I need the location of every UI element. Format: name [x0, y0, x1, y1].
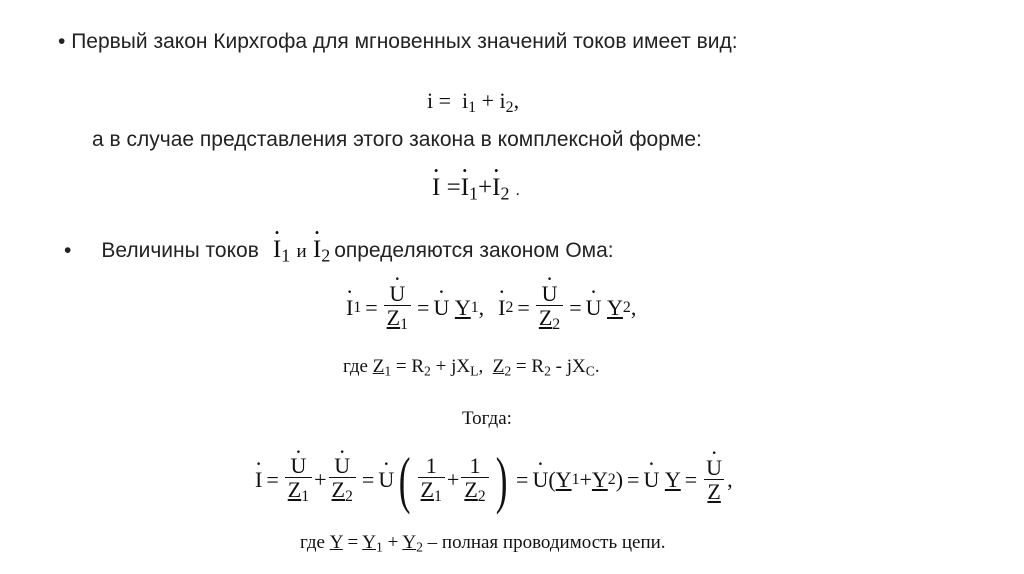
symbol-I2-complex: · I: [492, 174, 500, 202]
equals-sign: =: [516, 467, 529, 492]
bullet-2-text-before: Величины токов: [101, 239, 259, 263]
symbol-Z: Z: [464, 477, 478, 503]
punctuation: .: [594, 356, 600, 377]
equals-sign: =: [569, 294, 582, 320]
subscript: 2: [345, 488, 353, 506]
symbol-Y: Y: [607, 294, 623, 320]
symbol-Y: Y: [454, 294, 471, 320]
equals-sign: =: [627, 467, 640, 492]
formula-ohm: [346, 282, 636, 333]
symbol-U-complex: · U: [334, 454, 350, 477]
subscript: L: [470, 363, 479, 379]
symbol-Y2: Y: [402, 532, 417, 553]
symbol-U-complex: · U: [586, 295, 602, 321]
symbol-Z: Z: [420, 477, 434, 503]
conjunction: и: [296, 241, 307, 262]
subscript: 2: [544, 363, 551, 379]
plus-sign: +: [478, 174, 493, 201]
subscript: 1: [353, 298, 362, 316]
punctuation: .: [515, 182, 520, 199]
subscript: 2: [424, 363, 431, 379]
subscript: 2: [416, 539, 423, 555]
bullet-2-text-after: определяются законом Ома:: [334, 239, 614, 263]
bullet-2-currents: [273, 236, 330, 267]
symbol-U-complex: · U: [532, 467, 548, 493]
bullet-marker: •: [58, 30, 66, 53]
formula-complex: [432, 174, 520, 205]
bullet-1: [58, 30, 738, 54]
symbol-I2-complex: · I: [313, 236, 321, 264]
subscript: 1: [301, 488, 310, 506]
fraction-U-over-Z1: [285, 454, 312, 505]
admittance-definition: [300, 532, 666, 555]
symbol-U-complex: · U: [290, 454, 306, 477]
expr-part: – полная проводимость цепи.: [422, 532, 666, 553]
plus-sign: +: [446, 467, 460, 492]
equals-sign: =: [438, 88, 452, 113]
symbol-Z: Z: [707, 478, 721, 504]
symbol-U-complex: · U: [643, 467, 659, 493]
bullet-1-text: Первый закон Кирхгофа для мгновенных значений токов имеет вид:: [71, 30, 738, 53]
subscript: 1: [384, 363, 392, 379]
bullet-2: [64, 236, 614, 267]
expr-part: + jX: [430, 356, 471, 377]
subscript: 1: [375, 539, 383, 555]
symbol-Z1: Z: [372, 356, 385, 377]
punctuation: ,: [478, 356, 488, 377]
subscript: 2: [607, 471, 616, 488]
subscript: 1: [400, 316, 409, 334]
subscript: 2: [505, 298, 514, 316]
equals-sign: =: [684, 467, 698, 492]
punctuation: ,: [478, 294, 485, 320]
subscript: 1: [468, 98, 477, 116]
symbol-i2: i: [499, 88, 506, 113]
fraction-1-over-Z1: [418, 454, 445, 505]
equals-sign: =: [266, 467, 279, 492]
symbol-Z: Z: [386, 305, 401, 331]
symbol-Y1: Y: [362, 532, 376, 553]
expr-part: =: [342, 532, 363, 553]
punctuation: ,: [630, 294, 637, 320]
fraction-1-over-Z2: [461, 454, 488, 505]
symbol-Z2: Z: [492, 356, 505, 377]
complex-form-line: а в случае представления этого закона в комплексной форме:: [92, 128, 702, 151]
equals-sign: =: [361, 467, 375, 492]
close-paren-small: ): [615, 467, 624, 492]
then-label: Тогда:: [462, 408, 512, 429]
symbol-Z: Z: [331, 477, 345, 503]
open-paren: (: [399, 444, 411, 515]
symbol-Y: Y: [329, 532, 343, 553]
plus-sign: +: [382, 532, 403, 553]
equals-sign: =: [446, 174, 461, 201]
symbol-U-complex: · U: [378, 467, 394, 493]
symbol-U-complex: · U: [389, 282, 405, 305]
equals-sign: =: [365, 294, 378, 320]
subscript: C: [585, 363, 595, 379]
symbol-I1-complex: · I: [461, 174, 469, 202]
subscript: 2: [622, 298, 631, 316]
numerator: 1: [425, 453, 437, 479]
subscript: 2: [504, 363, 512, 379]
numerator: 1: [469, 453, 481, 479]
symbol-Y: Y: [555, 467, 572, 492]
symbol-U-complex: · U: [706, 456, 722, 479]
formula-total-current: [255, 444, 733, 515]
symbol-I-complex: · I: [432, 174, 440, 202]
fraction-U-over-Z1: [384, 282, 411, 333]
plus-sign: +: [481, 88, 495, 113]
punctuation: ,: [727, 467, 733, 492]
subscript: 2: [477, 488, 486, 506]
where-text: где: [300, 532, 330, 553]
symbol-Y: Y: [591, 467, 608, 492]
open-paren-small: (: [548, 467, 556, 492]
symbol-U-complex: · U: [433, 295, 449, 321]
symbol-i1: i: [462, 88, 469, 113]
subscript: 1: [281, 245, 291, 266]
subscript: 2: [505, 98, 514, 116]
subscript: 2: [552, 316, 561, 334]
punctuation: ,: [513, 88, 520, 113]
symbol-I1-complex: · I: [273, 236, 281, 264]
subscript: 2: [500, 183, 510, 204]
subscript: 1: [469, 183, 479, 204]
fraction-U-over-Z2: [536, 282, 563, 333]
subscript: 1: [571, 471, 580, 488]
where-text: где: [343, 356, 373, 377]
fraction-U-over-Z: [703, 456, 725, 504]
fraction-U-over-Z2: [329, 454, 356, 505]
symbol-Y: Y: [664, 467, 681, 492]
subscript: 1: [434, 488, 442, 506]
formula-instantaneous: [427, 88, 519, 117]
bullet-marker: •: [64, 239, 72, 263]
expr-part: = R: [511, 356, 545, 377]
symbol-Z: Z: [538, 305, 553, 331]
subscript: 2: [321, 245, 331, 266]
symbol-I-complex: · I: [255, 467, 262, 493]
symbol-I2-complex: · I: [498, 295, 505, 321]
impedance-definition: [343, 356, 600, 379]
symbol-U-complex: · U: [542, 282, 558, 305]
symbol-I1-complex: · I: [346, 295, 353, 321]
equals-sign: =: [517, 294, 530, 320]
close-paren: ): [495, 444, 508, 515]
equals-sign: =: [417, 294, 430, 320]
expr-part: = R: [391, 356, 425, 377]
subscript: 1: [470, 298, 479, 316]
symbol-Z: Z: [287, 477, 302, 503]
plus-sign: +: [314, 467, 327, 492]
expr-part: - jX: [550, 356, 586, 377]
symbol-i: i: [427, 88, 434, 113]
plus-sign: +: [579, 467, 592, 492]
